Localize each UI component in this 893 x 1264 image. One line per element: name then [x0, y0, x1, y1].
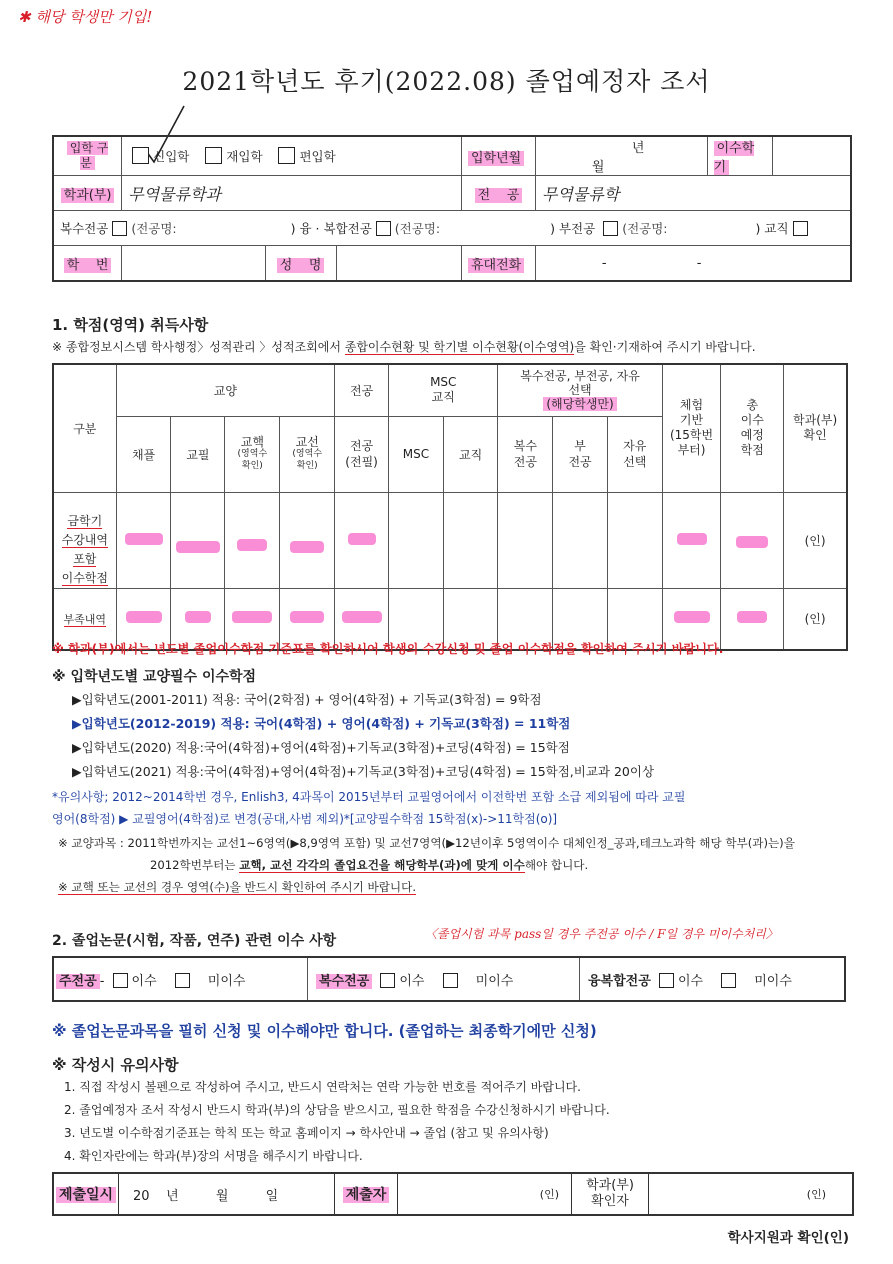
caution-item-1: 1. 직접 작성시 볼펜으로 작성하여 주시고, 반드시 연락처는 연락 가능한 번호를 적어주기 바랍니다. — [64, 1080, 581, 1094]
cell-r1-seal: (인) — [784, 492, 847, 588]
cell-r1-free[interactable] — [607, 492, 662, 588]
semesters-label-cell — [707, 136, 772, 176]
dept-label: 학과(부) — [61, 188, 115, 203]
caution-title: ※ 작성시 유의사항 — [52, 1056, 179, 1074]
sub-kyohaek: 교핵 (영역수 확인) — [225, 416, 280, 492]
thesis-table — [52, 956, 846, 1002]
credits-table — [52, 363, 848, 651]
cell-r1-experience[interactable] — [662, 492, 721, 588]
dept-label-cell — [53, 176, 122, 211]
gubun-header: 구분 — [53, 364, 116, 492]
sub-free: 자유 선택 — [607, 416, 662, 492]
checkbox-fusion-notdone[interactable] — [721, 973, 736, 988]
thesis-blue-notice: ※ 졸업논문과목을 필히 신청 및 이수해야만 합니다. (졸업하는 최종학기에만 신청) — [52, 1022, 597, 1040]
checkbox-teaching[interactable] — [793, 221, 808, 236]
admission-label-cell — [53, 136, 122, 176]
name-label: 성 명 — [277, 258, 325, 273]
footer-confirm: 학사지원과 확인(인) — [727, 1230, 849, 1246]
req-line-2012: ▶입학년도(2012-2019) 적용: 국어(4학점) + 영어(4학점) + 기독교(3학점) = 11학점 — [72, 716, 571, 731]
msc-header: MSC 교직 — [389, 364, 498, 416]
sub-double: 복수 전공 — [498, 416, 553, 492]
row2-label: 부족내역 — [53, 588, 116, 650]
checkbox-transfer[interactable] — [278, 147, 295, 164]
cell-r1-major[interactable] — [335, 492, 389, 588]
cell-r1-total[interactable] — [721, 492, 784, 588]
thesis-fusion-major: 융복합전공 이수 미이수 — [588, 973, 792, 989]
requirements-title: ※ 입학년도별 교양필수 이수학점 — [52, 669, 257, 685]
name-value[interactable] — [336, 246, 461, 282]
submit-date-value[interactable]: 20 년 월 일 — [119, 1173, 335, 1215]
dept-value[interactable]: 무역물류학과 — [122, 176, 462, 211]
cell-r1-double[interactable] — [498, 492, 553, 588]
major-label-cell — [461, 176, 535, 211]
confirmer-seal[interactable]: (인) — [649, 1173, 854, 1215]
row1-label: 금학기 수강내역 포함 이수학점 — [53, 492, 116, 588]
major-label: 전 공 — [475, 188, 523, 203]
sub-chapel: 채플 — [116, 416, 171, 492]
student-id-label: 학 번 — [64, 258, 112, 273]
submit-table — [52, 1172, 854, 1216]
caution-item-4: 4. 확인자란에는 학과(부)장의 서명을 해주시기 바랍니다. — [64, 1149, 363, 1163]
cell-r1-msc[interactable] — [389, 492, 444, 588]
student-info-table — [52, 135, 852, 282]
req-line-2001: ▶입학년도(2001-2011) 적용: 국어(2학점) + 영어(4학점) + 기독교(3학점) = 9학점 — [72, 692, 542, 707]
student-id-value[interactable] — [122, 246, 265, 282]
admission-year-value[interactable]: 년 월 — [535, 136, 707, 176]
major-value[interactable]: 무역물류학 — [535, 176, 851, 211]
requirements-list — [72, 688, 654, 784]
total-header: 총 이수 예정 학점 — [721, 364, 784, 492]
sub-major-required: 전공 (전필) — [335, 416, 389, 492]
cell-r1-kyohaek[interactable] — [225, 492, 280, 588]
checkbox-double-major[interactable] — [112, 221, 127, 236]
checkbox-new[interactable] — [132, 147, 149, 164]
checkbox-fusion-done[interactable] — [659, 973, 674, 988]
cell-r1-teaching[interactable] — [443, 492, 498, 588]
cell-r1-chapel[interactable] — [116, 492, 171, 588]
student-id-label-cell — [53, 246, 122, 282]
thesis-double-major: 복수전공 이수 미이수 — [308, 957, 580, 1001]
cell-r1-kyoseon[interactable] — [280, 492, 335, 588]
sub-kyoseon: 교선 (영역수 확인) — [280, 416, 335, 492]
cell-r2-seal: (인) — [784, 588, 847, 650]
caution-english: *유의사항; 2012~2014학번 경우, Enlish3, 4과목이 2015년부터 교필영어에서 이전학번 포함 소급 제외됨에 따라 교필 영어(8학점) ▶ 교필영어(4학점)로 변경(공대,사범 제외)*[교양필수학점 15학점(x)->11학점(o)] — [52, 790, 686, 826]
req-line-2021: ▶입학년도(2021) 적용:국어(4학점)+영어(4학점)+기독교(3학점)+코딩(4학점) = 15학점,비교과 20이상 — [72, 764, 655, 779]
page-title: 2021학년도 후기(2022.08) 졸업예정자 조서 — [182, 67, 711, 96]
cell-r1-kyopil[interactable] — [171, 492, 225, 588]
phone-label-cell — [461, 246, 535, 282]
sub-msc: MSC — [389, 416, 444, 492]
checkbox-double-notdone[interactable] — [443, 973, 458, 988]
caution-item-2: 2. 졸업예정자 조서 작성시 반드시 학과(부)의 상담을 받으시고, 필요한 학점을 수강신청하시기 바랍니다. — [64, 1103, 610, 1117]
confirmer-label: 학과(부) 확인자 — [572, 1173, 649, 1215]
liberal-header: 교양 — [116, 364, 335, 416]
row-current-credits — [53, 492, 847, 588]
name-label-cell — [265, 246, 336, 282]
cell-r1-minor[interactable] — [553, 492, 608, 588]
sub-minor: 부 전공 — [553, 416, 608, 492]
submitter-label-cell: 제출자 — [335, 1173, 398, 1215]
checkbox-main-done[interactable] — [113, 973, 128, 988]
req-line-2020: ▶입학년도(2020) 적용:국어(4학점)+영어(4학점)+기독교(3학점)+코딩(4학점) = 15학점 — [72, 740, 570, 755]
section2-title: 2. 졸업논문(시험, 작품, 연주) 관련 이수 사항 — [52, 933, 337, 949]
submit-date-label-cell: 제출일시 — [53, 1173, 119, 1215]
major-header: 전공 — [335, 364, 389, 416]
multi-header: 복수전공, 부전공, 자유선택 (해당학생만) — [498, 364, 662, 416]
checkbox-main-notdone[interactable] — [175, 973, 190, 988]
checkbox-minor[interactable] — [603, 221, 618, 236]
admission-year-label: 입학년월 — [468, 151, 524, 166]
caution-list — [64, 1076, 610, 1168]
caution-item-3: 3. 년도별 이수학점기준표는 학칙 또는 학교 홈페이지 → 학사안내 → 졸업 (참고 및 유의사항) — [64, 1126, 549, 1140]
submitter-seal[interactable]: (인) — [398, 1173, 572, 1215]
admission-year-label-cell — [461, 136, 535, 176]
semesters-value[interactable] — [772, 136, 851, 176]
dept-red-note: ※ 학과(부)에서는 년도별 졸업이수학점 기준표를 확인하시어 학생의 수강신청 및 졸업 이수학점을 확인하여 주시기 바랍니다. — [52, 642, 724, 656]
sub-teaching: 교직 — [443, 416, 498, 492]
checkbox-readmit[interactable] — [205, 147, 222, 164]
liberal-note: ※ 교양과목 : 2011학번까지는 교선1~6영역(▶8,9영역 포함) 및 교선7영역(▶12년이후 5영역이수 대체인정_공과,테크노과학 해당 학부(과)는)을 2012학번부터는 교핵, 교선 각각의 졸업요건을 해당학부(과)에 맞게 이수해야 합니다. ※ 교핵 또는 교선의 경우 영역(수)을 반드시 확인하여 주시기 바랍니다. — [58, 836, 795, 894]
checkbox-double-done[interactable] — [380, 973, 395, 988]
star-icon: ✱ — [18, 8, 31, 26]
checkbox-fusion-major[interactable] — [376, 221, 391, 236]
confirm-header: 학과(부) 확인 — [784, 364, 847, 492]
phone-label: 휴대전화 — [468, 258, 524, 273]
section2-handwritten-note: 〈졸업시험 과목 pass일 경우 주전공 이수 / F일 경우 미이수처리〉 — [425, 927, 778, 941]
cell-r2-total[interactable] — [721, 588, 784, 650]
major-options-row: 복수전공 (전공명: ) 융 · 복합전공 (전공명: ) 부전공 (전공명: ) 교직 — [53, 211, 851, 246]
section1-title: 1. 학점(영역) 취득사항 — [52, 316, 209, 334]
semesters-label: 이수학기 — [713, 141, 755, 175]
phone-value[interactable]: - - — [535, 246, 851, 282]
admission-label: 입학 구분 — [67, 141, 109, 170]
top-handwritten-note: ✱ 해당 학생만 기입! — [18, 8, 153, 26]
thesis-main-major: 주전공 - 이수 미이수 — [53, 957, 308, 1001]
experience-header: 체험 기반 (15학번 부터) — [662, 364, 721, 492]
section1-note: ※ 종합정보시스템 학사행정〉성적관리 〉성적조회에서 종합이수현황 및 학기별 이수현황(이수영역)을 확인·기재하여 주시기 바랍니다. — [52, 340, 756, 354]
admission-options: 신입학 재입학 편입학 — [122, 136, 462, 176]
sub-kyopil: 교필 — [171, 416, 225, 492]
